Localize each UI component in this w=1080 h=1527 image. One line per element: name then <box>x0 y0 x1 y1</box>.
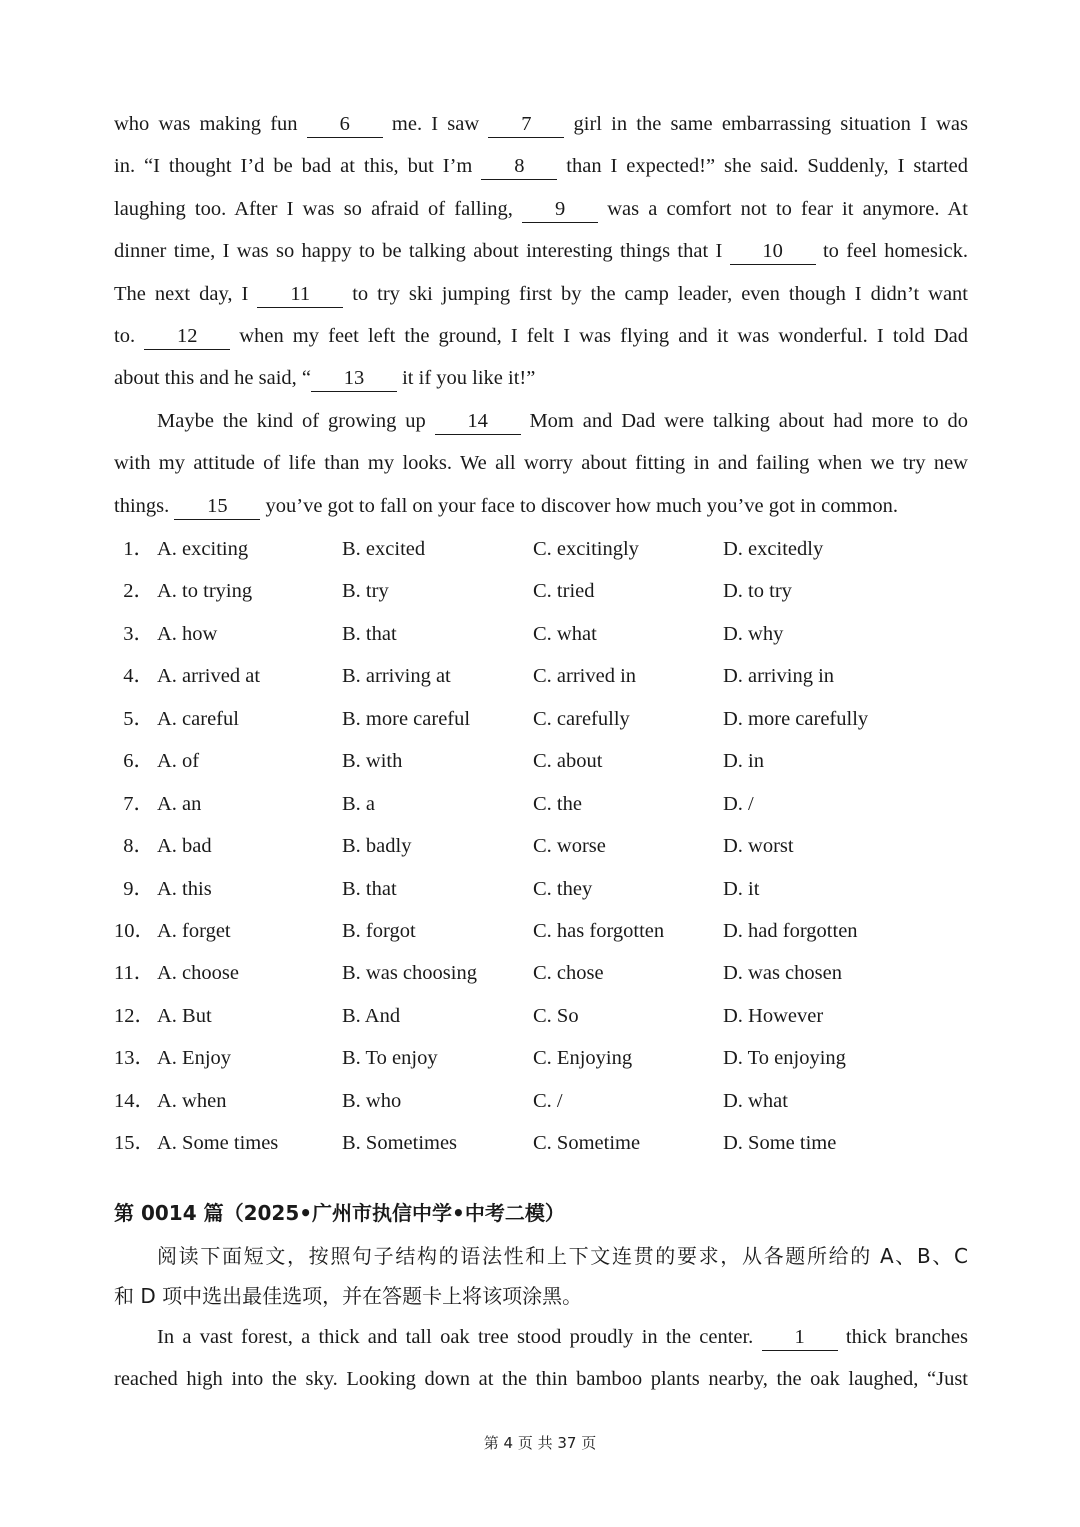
option-a[interactable]: A. arrived at <box>157 665 261 688</box>
text-line: about this and he said, “ 13 it if you like it!” <box>114 357 968 399</box>
question-number: 9． <box>123 877 154 900</box>
passage-continued <box>114 103 968 527</box>
question-number: 1． <box>123 538 154 560</box>
question-row <box>114 740 974 782</box>
option-b[interactable]: B. a <box>342 792 376 815</box>
option-d[interactable]: D. worst <box>723 835 794 858</box>
option-c[interactable]: C. what <box>533 622 597 645</box>
option-d[interactable]: D. However <box>723 1004 824 1027</box>
question-row <box>114 655 974 697</box>
option-d[interactable]: D. / <box>723 792 754 815</box>
question-row <box>114 1122 974 1164</box>
option-a[interactable]: A. Some times <box>157 1132 279 1155</box>
question-number: 8． <box>123 835 154 858</box>
question-row <box>114 1037 974 1079</box>
question-number: 7． <box>123 792 154 815</box>
option-a[interactable]: A. of <box>157 750 200 773</box>
option-d[interactable]: D. it <box>723 877 760 900</box>
text-line: with my attitude of life than my looks. We all worry about fitting in and failing when we try new <box>114 452 968 475</box>
option-b[interactable]: B. with <box>342 750 403 773</box>
option-b[interactable]: B. who <box>342 1089 402 1112</box>
option-d[interactable]: D. Some time <box>723 1132 837 1155</box>
option-a[interactable]: A. Enjoy <box>157 1047 232 1070</box>
option-d[interactable]: D. To enjoying <box>723 1047 846 1070</box>
option-b[interactable]: B. that <box>342 622 397 645</box>
text-line: things. 15 you’ve got to fall on your face to discover how much you’ve got in common. <box>114 485 968 527</box>
answer-blank[interactable]: 8 <box>481 155 557 180</box>
answer-blank[interactable]: 10 <box>730 240 816 265</box>
text-line: to. 12 when my feet left the ground, I felt I was flying and it was wonderful. I told Dad <box>114 315 968 357</box>
question-row <box>114 952 974 994</box>
option-c[interactable]: C. Sometime <box>533 1132 641 1155</box>
option-a[interactable]: A. careful <box>157 707 239 730</box>
question-number: 14． <box>114 1089 155 1112</box>
option-b[interactable]: B. excited <box>342 538 426 560</box>
answer-blank[interactable]: 7 <box>488 113 564 138</box>
text-line: Maybe the kind of growing up 14 Mom and Dad were talking about had more to do <box>114 400 968 442</box>
story-passage <box>114 1316 968 1401</box>
option-b[interactable]: B. more careful <box>342 707 471 730</box>
option-d[interactable]: D. excitedly <box>723 538 824 560</box>
option-b[interactable]: B. And <box>342 1004 401 1027</box>
text-line: The next day, I 11 to try ski jumping first by the camp leader, even though I didn’t want <box>114 273 968 315</box>
question-row <box>114 783 974 825</box>
question-row <box>114 528 974 570</box>
option-a[interactable]: A. choose <box>157 962 239 985</box>
section-heading: 第 0014 篇（2025•广州市执信中学•中考二模） <box>114 1201 565 1225</box>
option-a[interactable]: A. to trying <box>157 580 253 603</box>
option-b[interactable]: B. was choosing <box>342 962 477 985</box>
instructions <box>114 1236 968 1316</box>
text-line: reached high into the sky. Looking down at the thin bamboo plants nearby, the oak laughed, “Just <box>114 1368 968 1391</box>
option-a[interactable]: A. But <box>157 1004 212 1027</box>
option-c[interactable]: C. has forgotten <box>533 919 665 942</box>
option-d[interactable]: D. more carefully <box>723 707 869 730</box>
option-b[interactable]: B. badly <box>342 835 412 858</box>
option-a[interactable]: A. how <box>157 622 218 645</box>
option-d[interactable]: D. had forgotten <box>723 919 858 942</box>
answer-blank[interactable]: 1 <box>762 1326 838 1351</box>
answer-blank[interactable]: 9 <box>522 198 598 223</box>
question-number: 3． <box>123 622 154 645</box>
answer-blank[interactable]: 6 <box>307 113 383 138</box>
option-d[interactable]: D. why <box>723 622 784 645</box>
text-line: In a vast forest, a thick and tall oak tree stood proudly in the center. 1 thick branches <box>114 1316 968 1358</box>
answer-blank[interactable]: 15 <box>174 495 260 520</box>
option-c[interactable]: C. arrived in <box>533 665 637 688</box>
option-c[interactable]: C. they <box>533 877 593 900</box>
option-a[interactable]: A. bad <box>157 835 212 858</box>
option-a[interactable]: A. exciting <box>157 538 249 560</box>
answer-blank[interactable]: 13 <box>311 367 397 392</box>
option-c[interactable]: C. worse <box>533 835 606 858</box>
option-b[interactable]: B. Sometimes <box>342 1132 458 1155</box>
option-a[interactable]: A. forget <box>157 919 231 942</box>
option-c[interactable]: C. the <box>533 792 582 815</box>
page-footer: 第 4 页 共 37 页 <box>483 1434 597 1452</box>
question-row <box>114 698 974 740</box>
option-b[interactable]: B. forgot <box>342 919 416 942</box>
text-line: who was making fun 6 me. I saw 7 girl in the same embarrassing situation I was <box>114 103 968 145</box>
question-row <box>114 825 974 867</box>
question-row <box>114 1080 974 1122</box>
question-number: 6． <box>123 750 154 773</box>
answer-blank[interactable]: 14 <box>435 410 521 435</box>
option-b[interactable]: B. arriving at <box>342 665 451 688</box>
text-line: dinner time, I was so happy to be talking about interesting things that I 10 to feel homesick. <box>114 230 968 272</box>
option-a[interactable]: A. this <box>157 877 212 900</box>
question-number: 4． <box>123 665 154 688</box>
text-line: in. “I thought I’d be bad at this, but I’m 8 than I expected!” she said. Suddenly, I started <box>114 145 968 187</box>
question-row <box>114 868 974 910</box>
option-c[interactable]: C. carefully <box>533 707 630 730</box>
question-number: 10． <box>114 919 155 942</box>
question-number: 15． <box>114 1132 155 1155</box>
option-c[interactable]: C. about <box>533 750 603 773</box>
question-number: 11． <box>114 962 155 985</box>
option-a[interactable]: A. an <box>157 792 202 815</box>
option-d[interactable]: D. was chosen <box>723 962 842 985</box>
text-line: laughing too. After I was so afraid of falling, 9 was a comfort not to fear it anymore. At <box>114 188 968 230</box>
instruction-line: 和 D 项中选出最佳选项，并在答题卡上将该项涂黑。 <box>114 1284 583 1308</box>
answer-blank[interactable]: 12 <box>144 325 230 350</box>
option-c[interactable]: C. So <box>533 1004 579 1027</box>
option-c[interactable]: C. / <box>533 1089 563 1112</box>
instruction-line: 阅读下面短文，按照句子结构的语法性和上下文连贯的要求，从各题所给的 A、B、C <box>157 1244 968 1268</box>
question-row <box>114 910 974 952</box>
question-row <box>114 570 974 612</box>
question-row <box>114 995 974 1037</box>
option-c[interactable]: C. tried <box>533 580 595 603</box>
option-d[interactable]: D. what <box>723 1089 788 1112</box>
option-d[interactable]: D. in <box>723 750 764 773</box>
option-a[interactable]: A. when <box>157 1089 227 1112</box>
answer-options <box>114 528 974 1165</box>
option-c[interactable]: C. excitingly <box>533 538 639 560</box>
question-number: 12． <box>114 1004 155 1027</box>
question-number: 13． <box>114 1047 155 1070</box>
option-b[interactable]: B. that <box>342 877 397 900</box>
option-d[interactable]: D. to try <box>723 580 792 603</box>
option-b[interactable]: B. try <box>342 580 389 603</box>
question-number: 5． <box>123 707 154 730</box>
answer-blank[interactable]: 11 <box>257 283 343 308</box>
option-b[interactable]: B. To enjoy <box>342 1047 438 1070</box>
question-number: 2． <box>123 580 154 603</box>
option-c[interactable]: C. chose <box>533 962 604 985</box>
option-c[interactable]: C. Enjoying <box>533 1047 633 1070</box>
question-row <box>114 613 974 655</box>
option-d[interactable]: D. arriving in <box>723 665 835 688</box>
